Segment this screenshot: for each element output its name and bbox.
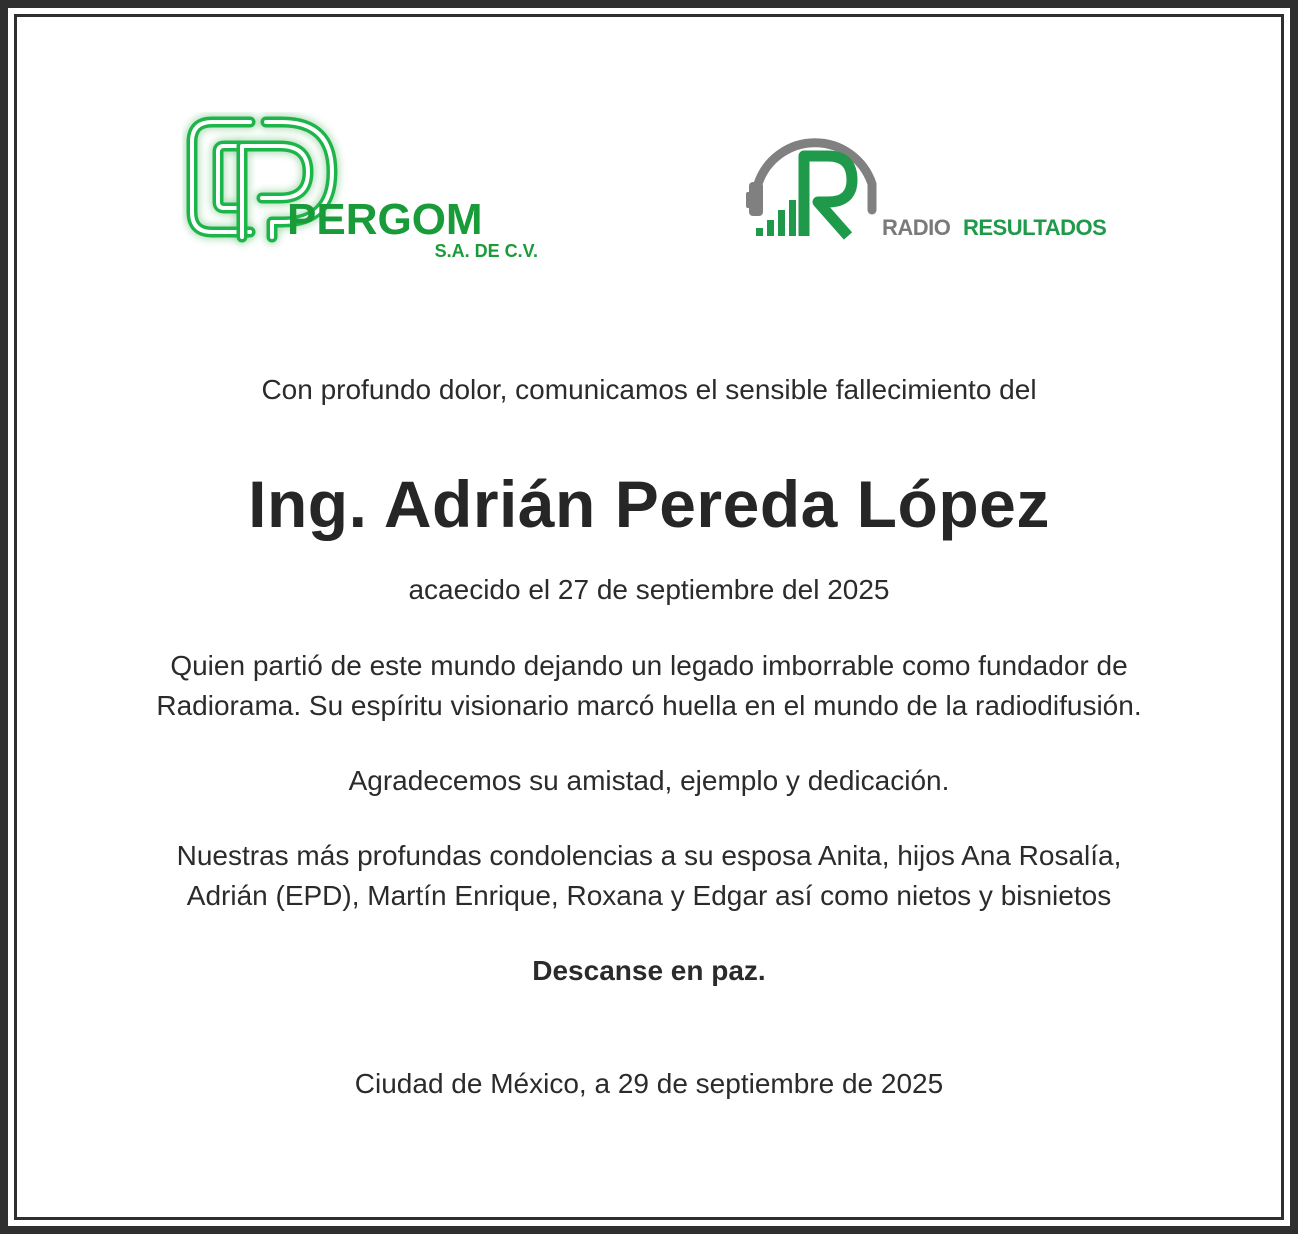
condolences-line-2: Adrián (EPD), Martín Enrique, Roxana y Edgar así como nietos y bisnietos (186, 880, 1112, 911)
condolences-line-1: Nuestras más profundas condolencias a su esposa Anita, hijos Ana Rosalía, (176, 840, 1122, 871)
death-date: acaecido el 27 de septiembre del 2025 (408, 574, 890, 605)
logo-word-resultados: RESULTADOS (963, 215, 1107, 240)
pergom-emblem-icon (182, 112, 552, 272)
thanks-text: Agradecemos su amistad, ejemplo y dedicación. (348, 765, 950, 796)
radio-headphones-icon (744, 120, 1134, 250)
legacy-line-1: Quien partió de este mundo dejando un legado imborrable como fundador de (170, 650, 1128, 681)
pergom-subtitle: S.A. DE C.V. (434, 241, 538, 261)
radio-resultados-logo (744, 120, 1134, 250)
rest-in-peace: Descanse en paz. (532, 955, 766, 986)
deceased-name: Ing. Adrián Pereda López (248, 467, 1050, 541)
place-and-date: Ciudad de México, a 29 de septiembre de 2025 (354, 1068, 944, 1099)
pergom-logo (182, 112, 552, 272)
pergom-name: PERGOM (287, 195, 483, 244)
intro-text: Con profundo dolor, comunicamos el sensible fallecimiento del (261, 374, 1037, 405)
legacy-line-2: Radiorama. Su espíritu visionario marcó huella en el mundo de la radiodifusión. (156, 690, 1142, 721)
logo-word-radio: RADIO (882, 215, 951, 240)
